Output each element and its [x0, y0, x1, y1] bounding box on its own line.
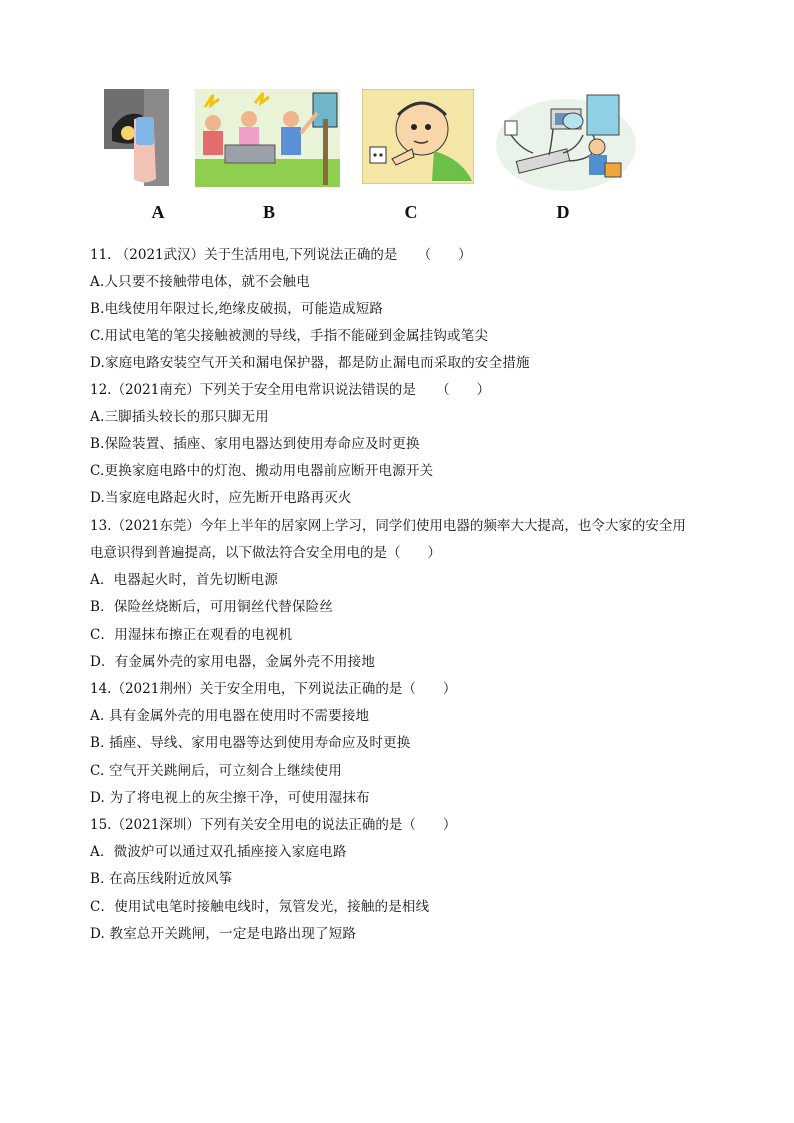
- figure-label-b: B: [262, 202, 275, 222]
- picture-d-overloaded-power-strip: [493, 89, 639, 193]
- question-14-option-b: B. 插座、导线、家用电器等达到使用寿命应及时更换: [90, 735, 411, 751]
- question-14-stem: 14.（2021荆州）关于安全用电，下列说法正确的是（ ）: [90, 681, 457, 697]
- figure-label-a: A: [151, 202, 165, 222]
- question-14-option-d: D. 为了将电视上的灰尘擦干净，可使用湿抹布: [90, 790, 370, 806]
- question-13-stem-line-2: 电意识得到普遍提高，以下做法符合安全用电的是（ ）: [90, 545, 441, 561]
- picture-b-people-pulling-electrocuted-person: [195, 89, 340, 187]
- figure-label-d: D: [556, 202, 570, 222]
- question-11-option-a: A.人只要不接触带电体，就不会触电: [90, 274, 310, 290]
- question-11-option-b: B.电线使用年限过长,绝缘皮破损，可能造成短路: [90, 301, 384, 317]
- question-15-option-a: A．微波炉可以通过双孔插座接入家庭电路: [90, 844, 347, 860]
- question-15-option-b: B. 在高压线附近放风筝: [90, 871, 233, 887]
- question-11-option-d: D.家庭电路安装空气开关和漏电保护器，都是防止漏电而采取的安全措施: [90, 355, 530, 371]
- question-12-option-c: C.更换家庭电路中的灯泡、搬动用电器前应断开电源开关: [90, 463, 434, 479]
- question-12-option-b: B.保险装置、插座、家用电器达到使用寿命应及时更换: [90, 436, 420, 452]
- question-14-option-a: A. 具有金属外壳的用电器在使用时不需要接地: [90, 708, 370, 724]
- question-13-stem-line-1: 13.（2021东莞）今年上半年的居家网上学习，同学们使用电器的频率大大提高，也令大家的安全用: [90, 518, 686, 534]
- question-12-option-d: D.当家庭电路起火时，应先断开电路再灭火: [90, 490, 352, 506]
- picture-a-hand-touching-lamp: [104, 89, 169, 186]
- question-15-stem: 15.（2021深圳）下列有关安全用电的说法正确的是（ ）: [90, 817, 457, 833]
- question-12-option-a: A.三脚插头较长的那只脚无用: [90, 409, 269, 425]
- question-15-option-d: D. 教室总开关跳闸，一定是电路出现了短路: [90, 926, 357, 942]
- question-12-stem: 12.（2021南充）下列关于安全用电常识说法错误的是 （ ）: [90, 382, 491, 398]
- picture-c-child-near-socket: [362, 89, 474, 184]
- question-13-option-c: C．用湿抹布擦正在观看的电视机: [90, 627, 293, 643]
- question-13-option-a: A．电器起火时，首先切断电源: [90, 572, 279, 588]
- question-13-option-d: D．有金属外壳的家用电器，金属外壳不用接地: [90, 654, 376, 670]
- question-15-option-c: C．使用试电笔时接触电线时，氖管发光，接触的是相线: [90, 899, 430, 915]
- question-11-stem: 11. （2021武汉）关于生活用电,下列说法正确的是 （ ）: [90, 247, 472, 263]
- question-11-option-c: C.用试电笔的笔尖接触被测的导线，手指不能碰到金属挂钩或笔尖: [90, 328, 489, 344]
- question-14-option-c: C. 空气开关跳闸后，可立刻合上继续使用: [90, 763, 342, 779]
- figure-label-c: C: [404, 202, 418, 222]
- question-13-option-b: B．保险丝烧断后，可用铜丝代替保险丝: [90, 599, 334, 615]
